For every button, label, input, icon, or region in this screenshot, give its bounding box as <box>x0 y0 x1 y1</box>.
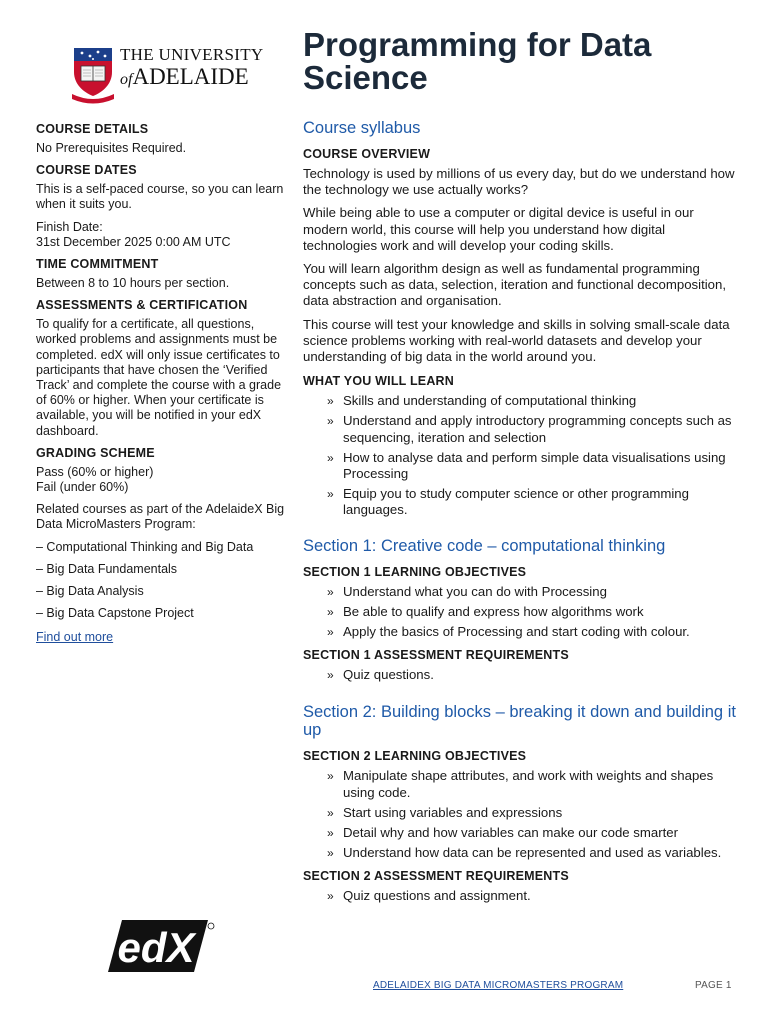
list-item <box>303 667 739 683</box>
finish-date-value: 31st December 2025 0:00 AM UTC <box>36 234 231 249</box>
page-title: Programming for Data Science <box>303 26 652 96</box>
list-item-text: Equip you to study computer science or other programming languages. <box>343 486 689 518</box>
list-item-text: Quiz questions and assignment. <box>343 888 531 904</box>
list-item-text: Skills and understanding of computational thinking <box>343 393 637 409</box>
section1-objectives-list <box>303 584 739 641</box>
section2-assessment-heading: SECTION 2 ASSESSMENT REQUIREMENTS <box>303 869 569 884</box>
assessments-text: To qualify for a certificate, all questions, worked problems and assignments must be completed. edX will only issue certificates to participants that have chosen the ‘Verified Track’ and complete the course with a grade of 60% or higher. When your certificate is available, you will be notified in your edX dashboard. <box>36 317 282 438</box>
section2-heading: Section 2: Building blocks – breaking it down and building it up <box>303 703 736 740</box>
bullet-icon: » <box>327 769 334 784</box>
bullet-icon: » <box>327 826 334 841</box>
logo-line-adelaide <box>120 65 264 88</box>
bullet-icon: » <box>327 625 334 640</box>
finish-date-label: Finish Date: <box>36 219 103 234</box>
list-item-text: Understand and apply introductory programming concepts such as sequencing, iteration and selection <box>343 413 732 445</box>
grading-fail: Fail (under 60%) <box>36 480 129 495</box>
find-out-more-link[interactable]: Find out more <box>36 629 114 644</box>
learn-list <box>303 393 739 518</box>
course-dates-section <box>36 163 288 250</box>
grading-heading: GRADING SCHEME <box>36 445 155 460</box>
page-number: PAGE 1 <box>695 980 732 991</box>
edx-logo-icon <box>108 918 216 974</box>
bullet-icon: » <box>327 668 334 683</box>
related-intro: Related courses as part of the AdelaideX Big Data MicroMasters Program: <box>36 502 285 532</box>
list-item <box>303 486 739 518</box>
list-item-text: Understand how data can be represented and used as variables. <box>343 845 722 861</box>
list-item-text: How to analyse data and perform simple data visualisations using Processing <box>343 449 726 482</box>
course-details-heading: COURSE DETAILS <box>36 122 149 136</box>
list-item <box>303 450 739 482</box>
assessments-section <box>36 298 288 439</box>
list-item <box>303 825 739 841</box>
list-item <box>303 604 739 620</box>
list-item <box>303 393 739 409</box>
section2-objectives-list <box>303 768 739 861</box>
footer-program-link[interactable]: ADELAIDEX BIG DATA MICROMASTERS PROGRAM <box>373 980 624 991</box>
bullet-icon: » <box>327 604 334 619</box>
list-item <box>303 584 739 600</box>
list-item-text: Understand what you can do with Processing <box>343 583 607 599</box>
overview-heading: COURSE OVERVIEW <box>303 147 431 161</box>
main-content <box>303 119 739 913</box>
bullet-icon: » <box>327 584 334 599</box>
edx-logo <box>108 918 216 979</box>
list-item-text: Start using variables and expressions <box>343 804 563 820</box>
list-item-text: Manipulate shape attributes, and work with weights and shapes using code. <box>343 768 714 800</box>
time-commitment-section <box>36 257 288 291</box>
course-dates-heading: COURSE DATES <box>36 163 137 178</box>
overview-paragraph: This course will test your knowledge and skills in solving small-scale data science problems working with real-world datasets and develop your understanding of big data in the world around you. <box>303 316 730 365</box>
list-item-text: Be able to qualify and express how algorithms work <box>343 603 644 619</box>
university-logo <box>70 44 264 104</box>
list-item <box>303 805 739 821</box>
list-item-text: Detail why and how variables can make our code smarter <box>343 825 678 841</box>
bullet-icon: » <box>327 805 334 820</box>
logo-line-university: THE UNIVERSITY <box>120 45 264 64</box>
course-dates-text: This is a self-paced course, so you can learn when it suits you. <box>36 182 284 212</box>
bullet-icon: » <box>327 846 334 861</box>
related-course-item: – Big Data Fundamentals <box>36 561 178 576</box>
section1-objectives-heading: SECTION 1 LEARNING OBJECTIVES <box>303 564 527 579</box>
list-item <box>303 888 739 904</box>
list-item <box>303 768 739 800</box>
course-details-section <box>36 122 288 156</box>
related-course-item: – Big Data Analysis <box>36 583 144 598</box>
section1-heading: Section 1: Creative code – computational thinking <box>303 536 666 555</box>
logo-adelaide: ADELAIDE <box>132 64 249 89</box>
overview-paragraph: While being able to use a computer or digital device is useful in our modern world, this course will help you understand how digital technologies work and will develop your coding skills. <box>303 205 694 253</box>
bullet-icon: » <box>327 414 334 429</box>
time-commitment-heading: TIME COMMITMENT <box>36 257 159 272</box>
overview-paragraph: Technology is used by millions of us every day, but do we understand how the technology we use actually works? <box>303 166 735 198</box>
bullet-icon: » <box>327 889 334 904</box>
course-details-text: No Prerequisites Required. <box>36 141 187 155</box>
grading-section <box>36 446 288 495</box>
section1-assessment-list <box>303 667 739 683</box>
syllabus-heading: Course syllabus <box>303 119 421 137</box>
related-course-item: – Big Data Capstone Project <box>36 605 194 620</box>
list-item <box>303 413 739 445</box>
section1-assessment-heading: SECTION 1 ASSESSMENT REQUIREMENTS <box>303 648 569 663</box>
grading-pass: Pass (60% or higher) <box>36 464 154 479</box>
assessments-heading: ASSESSMENTS & CERTIFICATION <box>36 298 248 313</box>
list-item <box>303 845 739 861</box>
section2-objectives-heading: SECTION 2 LEARNING OBJECTIVES <box>303 749 527 764</box>
logo-of: of <box>120 71 133 88</box>
bullet-icon: » <box>327 394 334 409</box>
list-item <box>303 624 739 640</box>
learn-heading: WHAT YOU WILL LEARN <box>303 374 455 389</box>
left-sidebar <box>36 122 288 646</box>
related-course-item: – Computational Thinking and Big Data <box>36 539 254 554</box>
list-item-text: Quiz questions. <box>343 667 434 683</box>
time-commitment-text: Between 8 to 10 hours per section. <box>36 276 230 291</box>
overview-paragraph: You will learn algorithm design as well as fundamental programming concepts such as data, selection, iteration and functional decomposition, data abstraction and organisation. <box>303 261 726 309</box>
section2-assessment-list <box>303 888 739 904</box>
bullet-icon: » <box>327 450 334 465</box>
edx-logo-text: edX <box>117 924 195 971</box>
list-item-text: Apply the basics of Processing and start coding with colour. <box>343 624 690 640</box>
bullet-icon: » <box>327 487 334 502</box>
university-crest-icon <box>70 44 116 104</box>
